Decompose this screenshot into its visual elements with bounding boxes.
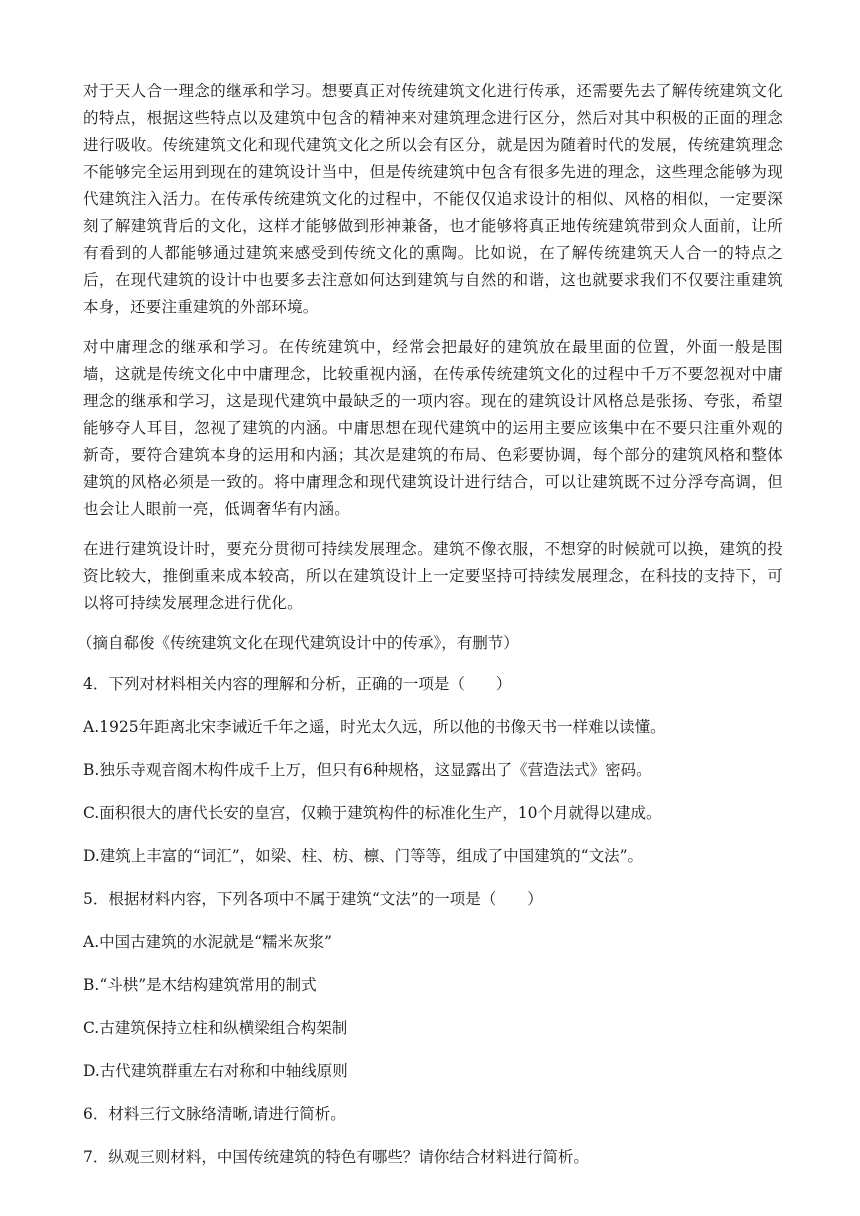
source-citation: （摘自郗俊《传统建筑文化在现代建筑设计中的传承》，有删节） bbox=[77, 634, 519, 652]
question-4-option-b: B.独乐寺观音阁木构件成千上万，但只有6种规格，这显露出了《营造法式》密码。 bbox=[83, 761, 652, 779]
question-5-option-c: C.古建筑保持立柱和纵横梁组合构架制 bbox=[83, 1019, 348, 1037]
question-4-stem: 4．下列对材料相关内容的理解和分析，正确的一项是（ ） bbox=[83, 675, 512, 693]
paragraph-zhongyong: 对中庸理念的继承和学习。在传统建筑中，经常会把最好的建筑放在最里面的位置，外面一般是围墙，这就是传统文化中中庸理念，比较重视内涵，在传承传统建筑文化的过程中千万不要忽视对中庸理念的继承和学习，这是现代建筑中最缺乏的一项内容。现在的建筑设计风格总是张扬、夸张，希望能够夺人耳目，忽视了建筑的内涵。中庸思想在现代建筑中的运用主要应该集中在不要只注重外观的新奇，要符合建筑本身的运用和内涵；其次是建筑的布局、色彩要协调，每个部分的建筑风格和整体建筑的风格必须是一致的。将中庸理念和现代建筑设计进行结合，可以让建筑既不过分浮夸高调，但也会让人眼前一亮，低调奢华有内涵。 bbox=[83, 338, 783, 518]
question-6: 6．材料三行文脉络清晰,请进行简析。 bbox=[83, 1105, 346, 1123]
question-5-option-b: B.“斗栱”是木结构建筑常用的制式 bbox=[83, 976, 317, 994]
paragraph-sustainable: 在进行建筑设计时，要充分贯彻可持续发展理念。建筑不像衣服，不想穿的时候就可以换，建筑的投资比较大，推倒重来成本较高，所以在建筑设计上一定要坚持可持续发展理念，在科技的支持下，可以将可持续发展理念进行优化。 bbox=[83, 540, 783, 612]
question-4-option-a: A.1925年距离北宋李诫近千年之遥，时光太久远，所以他的书像天书一样难以读懂。 bbox=[83, 718, 666, 736]
question-5-option-a: A.中国古建筑的水泥就是“糯米灰浆” bbox=[83, 933, 332, 951]
question-4-option-c: C.面积很大的唐代长安的皇宫，仅赖于建筑构件的标准化生产，10个月就得以建成。 bbox=[83, 804, 662, 822]
paragraph-tianren: 对于天人合一理念的继承和学习。想要真正对传统建筑文化进行传承，还需要先去了解传统建筑文化的特点，根据这些特点以及建筑中包含的精神来对建筑理念进行区分，然后对其中积极的正面的理念进行吸收。传统建筑文化和现代建筑文化之所以会有区分，就是因为随着时代的发展，传统建筑理念不能够完全运用到现在的建筑设计当中，但是传统建筑中包含有很多先进的理念，这些理念能够为现代建筑注入活力。在传承传统建筑文化的过程中，不能仅仅追求设计的相似、风格的相似，一定要深刻了解建筑背后的文化，这样才能够做到形神兼备，也才能够将真正地传统建筑带到众人面前，让所有看到的人都能够通过建筑来感受到传统文化的熏陶。比如说，在了解传统建筑天人合一的特点之后，在现代建筑的设计中也要多去注意如何达到建筑与自然的和谐，这也就要求我们不仅要注重建筑本身，还要注重建筑的外部环境。 bbox=[83, 82, 783, 316]
question-4-option-d: D.建筑上丰富的“词汇”，如梁、柱、枋、檩、门等等，组成了中国建筑的“文法”。 bbox=[83, 847, 644, 865]
question-5-option-d: D.古代建筑群重左右对称和中轴线原则 bbox=[83, 1062, 348, 1080]
question-5-stem: 5．根据材料内容，下列各项中不属于建筑“文法”的一项是（ ） bbox=[83, 890, 543, 908]
document-page bbox=[77, 78, 783, 1187]
question-7: 7．纵观三则材料，中国传统建筑的特色有哪些？请你结合材料进行简析。 bbox=[83, 1148, 589, 1166]
